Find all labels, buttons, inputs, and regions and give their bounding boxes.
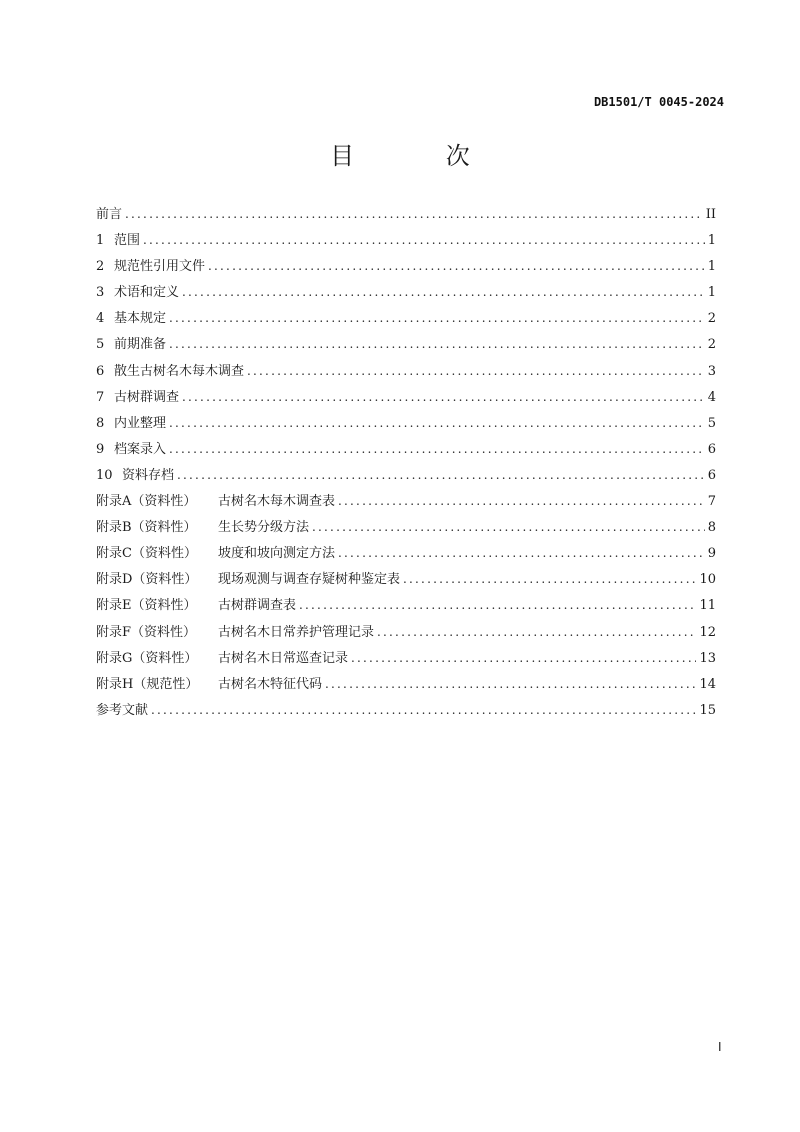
toc-entry-label: 资料存档 [122, 467, 175, 483]
toc-entry-label: 前言 [96, 207, 123, 222]
toc-entry-appendix-f[interactable] [96, 621, 716, 647]
toc-entry-foreword[interactable] [96, 203, 716, 229]
toc-dot-leader [208, 255, 705, 277]
toc-entry-label: 生长势分级方法 [218, 520, 310, 536]
toc-dot-leader [403, 568, 696, 590]
toc-entry-appendix-d[interactable] [96, 568, 716, 594]
toc-entry-label: 规范性引用文件 [114, 259, 206, 275]
toc-entry-label: 参考文献 [96, 702, 149, 718]
toc-entry-label: 散生古树名木每木调查 [114, 363, 245, 379]
toc-entry-label: 范围 [114, 233, 141, 249]
toc-entry-page: 9 [707, 546, 716, 562]
toc-appendix-prefix: 附录A（资料性） [96, 494, 197, 510]
toc-appendix-prefix: 附录D（资料性） [96, 572, 198, 588]
toc-dot-leader [151, 699, 696, 721]
toc-dot-leader [177, 464, 705, 486]
toc-entry-page: 3 [707, 363, 716, 379]
toc-entry-number: 2 [96, 259, 105, 275]
toc-entry-number: 5 [96, 337, 105, 353]
toc-entry-label: 古树名木日常养护管理记录 [218, 624, 375, 640]
toc-entry-page: 2 [707, 337, 716, 353]
toc-entry-label: 坡度和坡向测定方法 [218, 546, 336, 562]
page-number: I [718, 1040, 722, 1054]
toc-entry-page: 1 [707, 233, 716, 249]
toc-entry-page: 6 [707, 441, 716, 457]
toc-entry-9[interactable] [96, 438, 716, 464]
toc-entry-page: 4 [707, 389, 716, 405]
toc-entry-7[interactable] [96, 386, 716, 412]
toc-entry-label: 档案录入 [114, 441, 167, 457]
toc-entry-page: 1 [707, 259, 716, 275]
toc-entry-page: 11 [699, 598, 716, 614]
toc-entry-page: 12 [699, 624, 716, 640]
toc-entry-appendix-h[interactable] [96, 673, 716, 699]
toc-entry-label: 古树群调查表 [218, 598, 297, 614]
toc-appendix-prefix: 附录C（资料性） [96, 546, 197, 562]
toc-entry-page: 13 [699, 650, 716, 666]
toc-entry-number: 1 [96, 233, 105, 249]
toc-dot-leader [299, 594, 696, 616]
toc-entry-2[interactable] [96, 255, 716, 281]
toc-entry-page: 5 [707, 415, 716, 431]
toc-entry-label: 术语和定义 [114, 285, 180, 301]
toc-dot-leader [351, 647, 696, 669]
toc-entry-appendix-a[interactable] [96, 490, 716, 516]
toc-entry-page: 14 [699, 676, 716, 692]
toc-entry-label: 古树名木日常巡查记录 [218, 650, 349, 666]
toc-entry-label: 古树名木每木调查表 [218, 494, 336, 510]
toc-entry-1[interactable] [96, 229, 716, 255]
toc-entry-page: 7 [707, 494, 716, 510]
toc-entry-appendix-b[interactable] [96, 516, 716, 542]
toc-entry-label: 现场观测与调查存疑树种鉴定表 [218, 572, 401, 588]
toc-entry-number: 3 [96, 285, 105, 301]
toc-entry-number: 6 [96, 363, 105, 379]
toc-dot-leader [338, 542, 705, 564]
toc-entry-10[interactable] [96, 464, 716, 490]
toc-dot-leader [247, 360, 705, 382]
toc-entry-label: 基本规定 [114, 311, 167, 327]
toc-entry-4[interactable] [96, 307, 716, 333]
page-title: 目 次 [330, 142, 512, 170]
toc-entry-number: 8 [96, 415, 105, 431]
toc-entry-appendix-c[interactable] [96, 542, 716, 568]
table-of-contents [96, 203, 716, 725]
toc-entry-8[interactable] [96, 412, 716, 438]
toc-dot-leader [325, 673, 696, 695]
toc-entry-label: 内业整理 [114, 415, 167, 431]
toc-entry-page: 15 [699, 702, 716, 718]
toc-entry-3[interactable] [96, 281, 716, 307]
toc-entry-number: 10 [96, 467, 113, 483]
toc-appendix-prefix: 附录E（资料性） [96, 598, 197, 614]
document-code: DB1501/T 0045-2024 [593, 95, 724, 109]
toc-appendix-prefix: 附录H（规范性） [96, 676, 199, 692]
toc-entry-label: 古树名木特征代码 [218, 676, 323, 692]
toc-entry-label: 古树群调查 [114, 389, 180, 405]
toc-entry-page: 1 [707, 285, 716, 301]
toc-entry-number: 4 [96, 311, 105, 327]
toc-entry-appendix-g[interactable] [96, 647, 716, 673]
toc-appendix-prefix: 附录B（资料性） [96, 520, 197, 536]
toc-entry-references[interactable] [96, 699, 716, 725]
toc-dot-leader [169, 333, 705, 355]
toc-dot-leader [169, 307, 705, 329]
toc-dot-leader [182, 386, 705, 408]
toc-entry-page: 8 [707, 520, 716, 536]
toc-appendix-prefix: 附录F（资料性） [96, 624, 197, 640]
toc-dot-leader [182, 281, 705, 303]
toc-dot-leader [143, 229, 705, 251]
toc-entry-page: 6 [707, 467, 716, 483]
toc-entry-number: 9 [96, 441, 105, 457]
toc-dot-leader [169, 412, 705, 434]
toc-dot-leader [312, 516, 705, 538]
toc-entry-5[interactable] [96, 333, 716, 359]
toc-dot-leader [377, 621, 696, 643]
toc-entry-page: 2 [707, 311, 716, 327]
toc-entry-6[interactable] [96, 360, 716, 386]
toc-entry-number: 7 [96, 389, 105, 405]
toc-appendix-prefix: 附录G（资料性） [96, 650, 198, 666]
toc-entry-appendix-e[interactable] [96, 594, 716, 620]
toc-dot-leader [338, 490, 705, 512]
toc-entry-label: 前期准备 [114, 337, 167, 353]
toc-entry-page: 10 [699, 572, 716, 588]
toc-dot-leader [169, 438, 705, 460]
toc-entry-page: II [705, 207, 716, 222]
toc-dot-leader [125, 203, 703, 225]
